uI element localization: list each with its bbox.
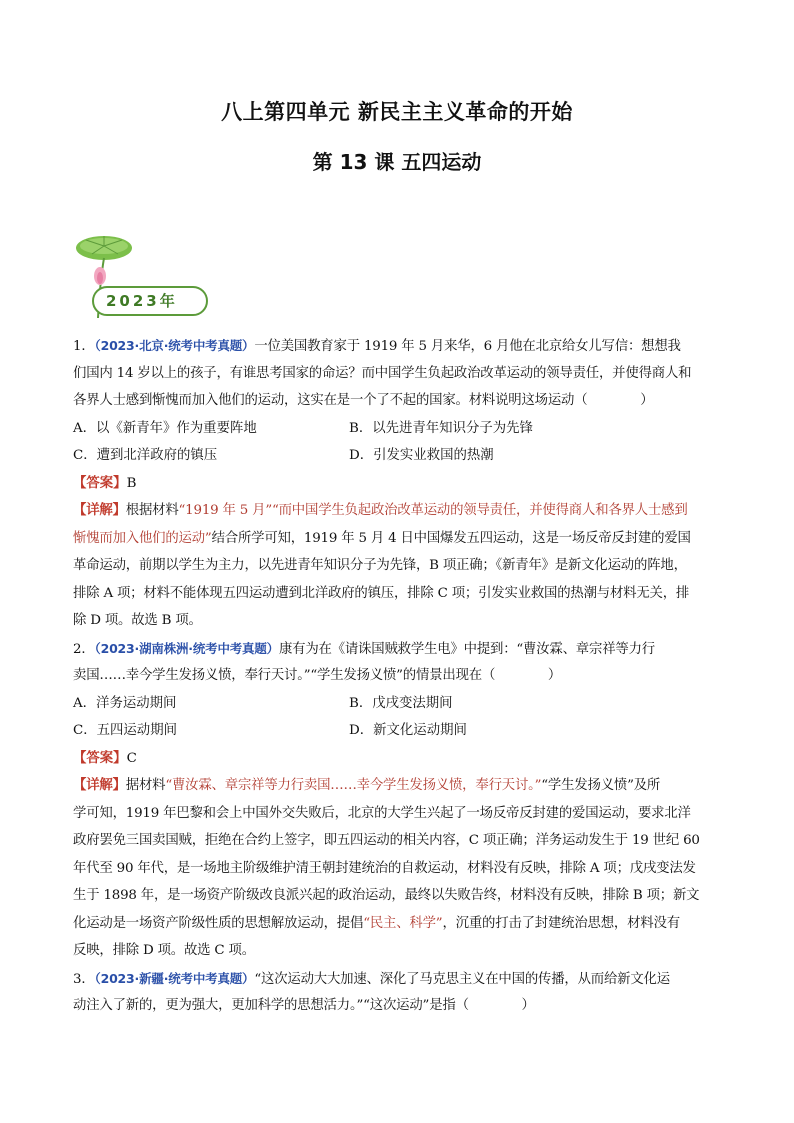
detail-text: 根据材料 — [125, 503, 179, 518]
detail-text: 反映，排除 D 项。故选 C 项。 — [73, 943, 255, 958]
detail-text: 据材料 — [125, 778, 166, 793]
question-source: （2023·新疆·统考中考真题） — [94, 970, 255, 986]
question-line — [73, 332, 723, 360]
detail-line — [73, 800, 723, 828]
detail-text: 学可知，1919 年巴黎和会上中国外交失败后，北京的大学生兴起了一场反帝反封建的爱国运动，要求北洋 — [73, 805, 691, 821]
question-line — [73, 387, 723, 415]
quoted-text: “民主、科学” — [363, 915, 443, 931]
answer-line — [73, 470, 723, 498]
detail-line — [73, 580, 723, 608]
quoted-text: “1919 年 5 月”“而中国学生负起政治改革运动的领导责任，并使得商人和各界人士感到 — [178, 503, 688, 518]
question-number: 2． — [73, 641, 95, 657]
detail-line — [73, 607, 723, 635]
answer-label: 【答案】 — [73, 475, 127, 491]
detail-line — [73, 910, 723, 938]
option: A．洋务运动期间 — [73, 695, 177, 711]
detail-line — [73, 827, 723, 855]
detail-line — [73, 937, 723, 965]
question-stem: 卖国……幸今学生发扬义愤，奉行天讨。”“学生发扬义愤”的情景出现在（ ） — [73, 668, 562, 683]
option: B．以先进青年知识分子为先锋 — [349, 420, 533, 436]
detail-text: 化运动是一场资产阶级性质的思想解放运动，提倡 — [73, 915, 364, 931]
question-list — [73, 332, 723, 1020]
question-line — [73, 360, 723, 388]
question-stem: 动注入了新的，更为强大，更加科学的思想活力。”“这次运动”是指（ ） — [73, 998, 535, 1013]
detail-text: 排除 A 项；材料不能体现五四运动遭到北洋政府的镇压，排除 C 项；引发实业救国的热潮与材料无关，排 — [73, 585, 690, 601]
question-line — [73, 992, 723, 1020]
question-stem: 各界人士感到惭愧而加入他们的运动，这实在是一个了不起的国家。材料说明这场运动（ ） — [73, 393, 654, 408]
option: D．引发实业救国的热潮 — [349, 448, 494, 463]
question-stem: “这次运动大大加速、深化了马克思主义在中国的传播，从而给新文化运 — [254, 971, 670, 987]
detail-label: 【详解】 — [73, 503, 126, 518]
option-row — [73, 717, 723, 745]
detail-line — [73, 525, 723, 553]
detail-label: 【详解】 — [73, 778, 126, 793]
detail-text: 结合所学可知，1919 年 5 月 4 日中国爆发五四运动，这是一场反帝反封建的爱国 — [211, 530, 691, 546]
option: B．戊戌变法期间 — [349, 695, 453, 711]
question-stem: 康有为在《请诛国贼救学生电》中提到：“曹汝霖、章宗祥等力行 — [278, 641, 655, 657]
question-source: （2023·湖南株洲·统考中考真题） — [94, 640, 279, 656]
option-row — [73, 415, 723, 443]
option: A．以《新青年》作为重要阵地 — [73, 420, 257, 436]
question-number: 3． — [73, 971, 95, 987]
unit-title: 八上第四单元 新民主主义革命的开始 — [221, 100, 573, 124]
option: C．遭到北洋政府的镇压 — [73, 448, 218, 463]
answer-line — [73, 745, 723, 773]
option-row — [73, 442, 723, 470]
year-label: 2023年 — [106, 292, 178, 310]
detail-line — [73, 855, 723, 883]
detail-text: 政府罢免三国卖国贼，拒绝在合约上签字，即五四运动的相关内容，C 项正确；洋务运动发生于 19 世纪 60 — [73, 833, 700, 848]
question-number: 1． — [73, 339, 95, 354]
detail-text: 年代至 90 年代，是一场地主阶级维护清王朝封建统治的自救运动，材料没有反映，排除 A 项；戊戌变法发 — [73, 860, 696, 876]
detail-line — [73, 497, 723, 525]
detail-line — [73, 772, 723, 800]
question-line — [73, 965, 723, 993]
detail-line — [73, 552, 723, 580]
quoted-text: “曹汝霖、章宗祥等力行卖国……幸今学生发扬义愤，奉行天讨。” — [165, 778, 542, 793]
detail-text: 生于 1898 年，是一场资产阶级改良派兴起的政治运动，最终以失败告终，材料没有反映，排除 B 项；新文 — [73, 888, 700, 903]
question-stem: 们国内 14 岁以上的孩子，有谁思考国家的命运？而中国学生负起政治改革运动的领导责任，并使得商人和 — [73, 365, 692, 381]
detail-line — [73, 882, 723, 910]
answer-label: 【答案】 — [73, 750, 127, 766]
detail-text: 革命运动，前期以学生为主力，以先进青年知识分子为先锋，B 项正确；《新青年》是新文化运动的阵地， — [73, 558, 687, 573]
quoted-text: 惭愧而加入他们的运动” — [73, 530, 212, 546]
detail-text: 除 D 项。故选 B 项。 — [73, 613, 202, 628]
question-stem: 一位美国教育家于 1919 年 5 月来华，6 月他在北京给女儿写信：想想我 — [254, 339, 681, 354]
detail-text: “学生发扬义愤”及所 — [541, 778, 661, 793]
answer-value: C — [126, 750, 137, 766]
question-source: （2023·北京·统考中考真题） — [94, 338, 255, 353]
lesson-title: 第 13 课 五四运动 — [312, 150, 482, 174]
question-line — [73, 635, 723, 663]
detail-text: ，沉重的打击了封建统治思想，材料没有 — [442, 915, 680, 931]
question-line — [73, 662, 723, 690]
answer-value: B — [126, 475, 137, 491]
option-row — [73, 690, 723, 718]
option: C．五四运动期间 — [73, 723, 177, 738]
option: D．新文化运动期间 — [349, 723, 467, 738]
